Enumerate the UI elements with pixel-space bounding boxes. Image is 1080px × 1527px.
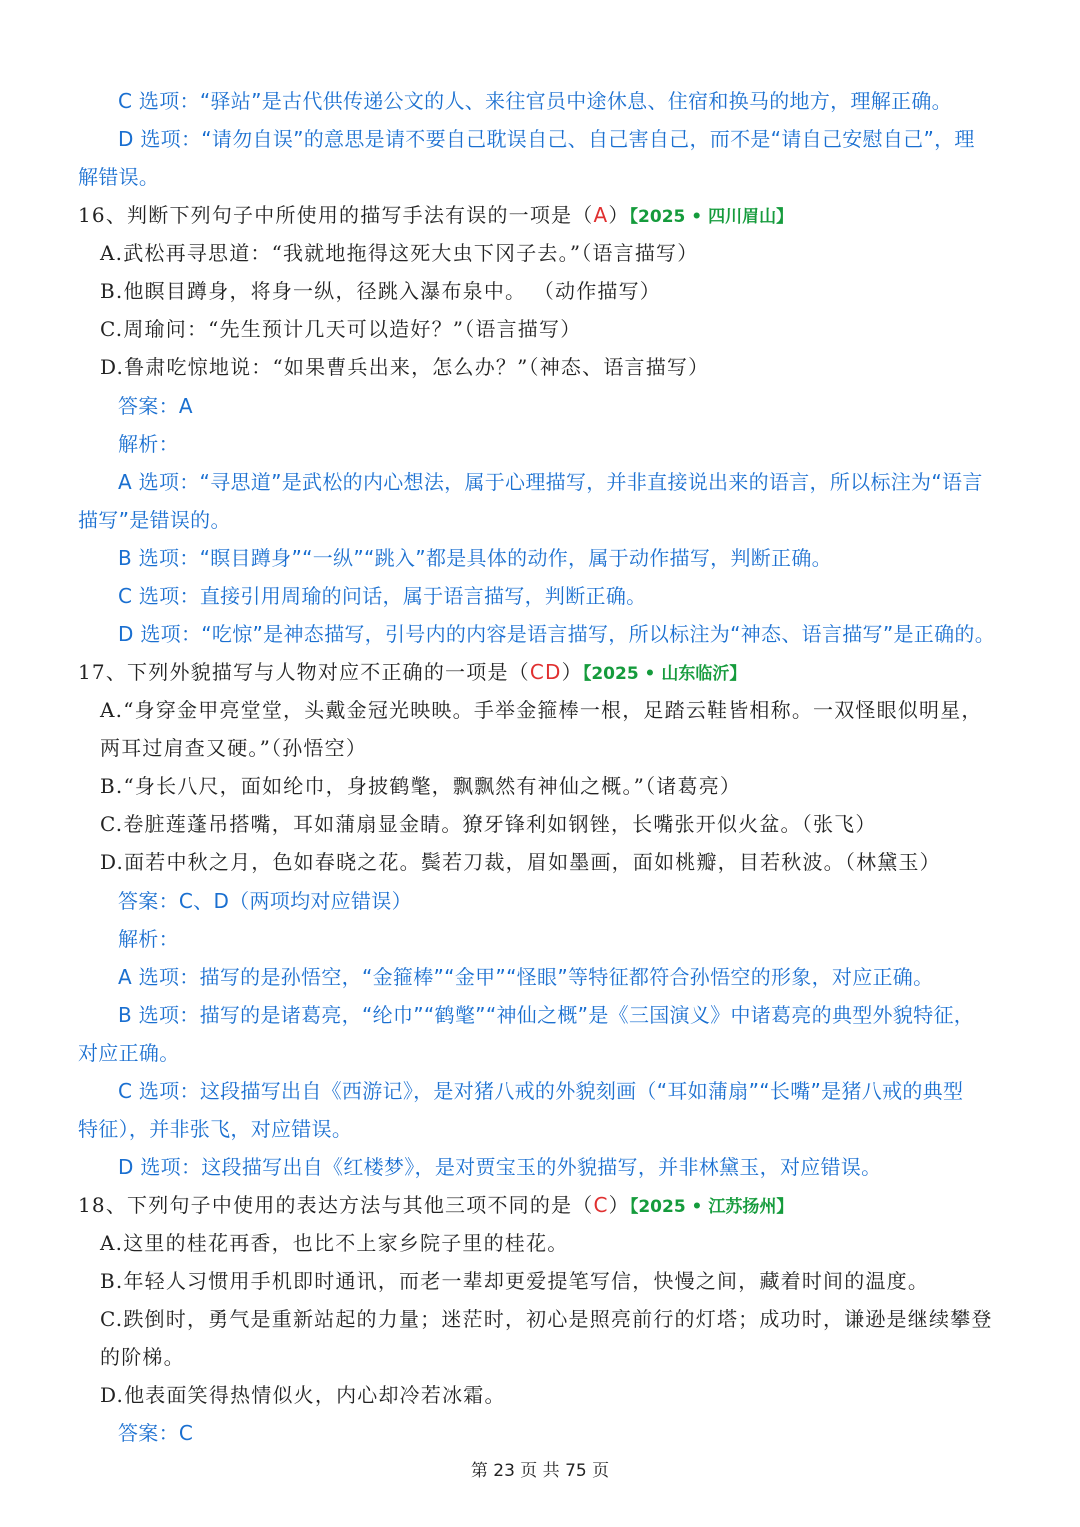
question-text: 18、下列句子中使用的表达方法与其他三项不同的是（ xyxy=(78,1193,594,1217)
question-answer-mark: C xyxy=(593,1193,609,1217)
question-17-stem xyxy=(78,657,746,689)
option-d: D.鲁肃吃惊地说：“如果曹兵出来，怎么办？”（神态、语言描写） xyxy=(100,355,710,379)
explanation-line: 描写”是错误的。 xyxy=(78,508,231,532)
question-close: ） xyxy=(608,203,630,227)
option-b: B.他瞑目蹲身，将身一纵，径跳入瀑布泉中。 （动作描写） xyxy=(100,279,662,303)
explanation-line: 特征），并非张飞，对应错误。 xyxy=(78,1117,353,1141)
question-close: ） xyxy=(561,660,583,684)
option-c-cont: 的阶梯。 xyxy=(100,1345,185,1369)
page-footer: 第 23 页 共 75 页 xyxy=(470,1461,610,1481)
question-answer-mark: A xyxy=(593,203,609,227)
option-a: A.武松再寻思道：“我就地拖得这死大虫下冈子去。”（语言描写） xyxy=(100,241,699,265)
answer-line: 答案：C、D（两项均对应错误） xyxy=(118,889,412,913)
explanation-line: C 选项：这段描写出自《西游记》，是对猪八戒的外貌刻画（“耳如蒲扇”“长嘴”是猪八戒的典型 xyxy=(118,1079,964,1103)
explanation-line: B 选项：“瞑目蹲身”“一纵”“跳入”都是具体的动作，属于动作描写，判断正确。 xyxy=(118,546,832,570)
option-a: A.这里的桂花再香，也比不上家乡院子里的桂花。 xyxy=(100,1231,569,1255)
explanation-line: D 选项：“吃惊”是神态描写，引号内的内容是语言描写，所以标注为“神态、语言描写”是正确的。 xyxy=(118,622,996,646)
source-tag: 【2025 • 四川眉山】 xyxy=(629,207,794,227)
option-b: B.年轻人习惯用手机即时通讯，而老一辈却更爱提笔写信，快慢之间，藏着时间的温度。 xyxy=(100,1269,930,1293)
analysis-label: 解析： xyxy=(118,432,179,456)
option-d: D.他表面笑得热情似火，内心却冷若冰霜。 xyxy=(100,1383,506,1407)
source-tag: 【2025 • 江苏扬州】 xyxy=(629,1197,794,1217)
option-c: C.卷脏莲蓬吊搭嘴，耳如蒲扇显金睛。獠牙锋利如钢锉，长嘴张开似火盆。（张飞） xyxy=(100,812,877,836)
answer-line: 答案：C xyxy=(118,1421,194,1445)
explanation-line: A 选项：描写的是孙悟空，“金箍棒”“金甲”“怪眼”等特征都符合孙悟空的形象，对应正确。 xyxy=(118,965,934,989)
explanation-line: 解错误。 xyxy=(78,165,160,189)
option-c: C.周瑜问：“先生预计几天可以造好？”（语言描写） xyxy=(100,317,582,341)
question-16-stem xyxy=(78,200,793,232)
option-c: C.跌倒时，勇气是重新站起的力量；迷茫时，初心是照亮前行的灯塔；成功时，谦逊是继续攀登 xyxy=(100,1307,993,1331)
explanation-line: D 选项：“请勿自误”的意思是请不要自己耽误自己、自己害自己，而不是“请自己安慰自己”，理 xyxy=(118,127,975,151)
option-b: B.“身长八尺，面如纶巾，身披鹤氅，飘飘然有神仙之概。”（诸葛亮） xyxy=(100,774,742,798)
explanation-line: 对应正确。 xyxy=(78,1041,180,1065)
answer-line: 答案：A xyxy=(118,394,193,418)
source-tag: 【2025 • 山东临沂】 xyxy=(582,664,747,684)
question-text: 16、判断下列句子中所使用的描写手法有误的一项是（ xyxy=(78,203,594,227)
explanation-line: A 选项：“寻思道”是武松的内心想法，属于心理描写，并非直接说出来的语言，所以标注为“语言 xyxy=(118,470,983,494)
option-a-cont: 两耳过肩查又硬。”（孙悟空） xyxy=(100,736,368,760)
question-close: ） xyxy=(608,1193,630,1217)
option-a: A.“身穿金甲亮堂堂，头戴金冠光映映。手举金箍棒一根，足踏云鞋皆相称。一双怪眼似明星， xyxy=(100,698,983,722)
option-d: D.面若中秋之月，色如春晓之花。鬓若刀裁，眉如墨画，面如桃瓣，目若秋波。（林黛玉） xyxy=(100,850,941,874)
explanation-line: C 选项：直接引用周瑜的问话，属于语言描写，判断正确。 xyxy=(118,584,647,608)
explanation-line: B 选项：描写的是诸葛亮，“纶巾”“鹤氅”“神仙之概”是《三国演义》中诸葛亮的典型外貌特征， xyxy=(118,1003,975,1027)
explanation-line: D 选项：这段描写出自《红楼梦》，是对贾宝玉的外貌描写，并非林黛玉，对应错误。 xyxy=(118,1155,882,1179)
question-text: 17、下列外貌描写与人物对应不正确的一项是（ xyxy=(78,660,530,684)
explanation-line: C 选项：“驿站”是古代供传递公文的人、来往官员中途休息、住宿和换马的地方，理解正确。 xyxy=(118,89,952,113)
analysis-label: 解析： xyxy=(118,927,179,951)
question-18-stem xyxy=(78,1190,793,1222)
question-answer-mark: CD xyxy=(529,660,562,684)
